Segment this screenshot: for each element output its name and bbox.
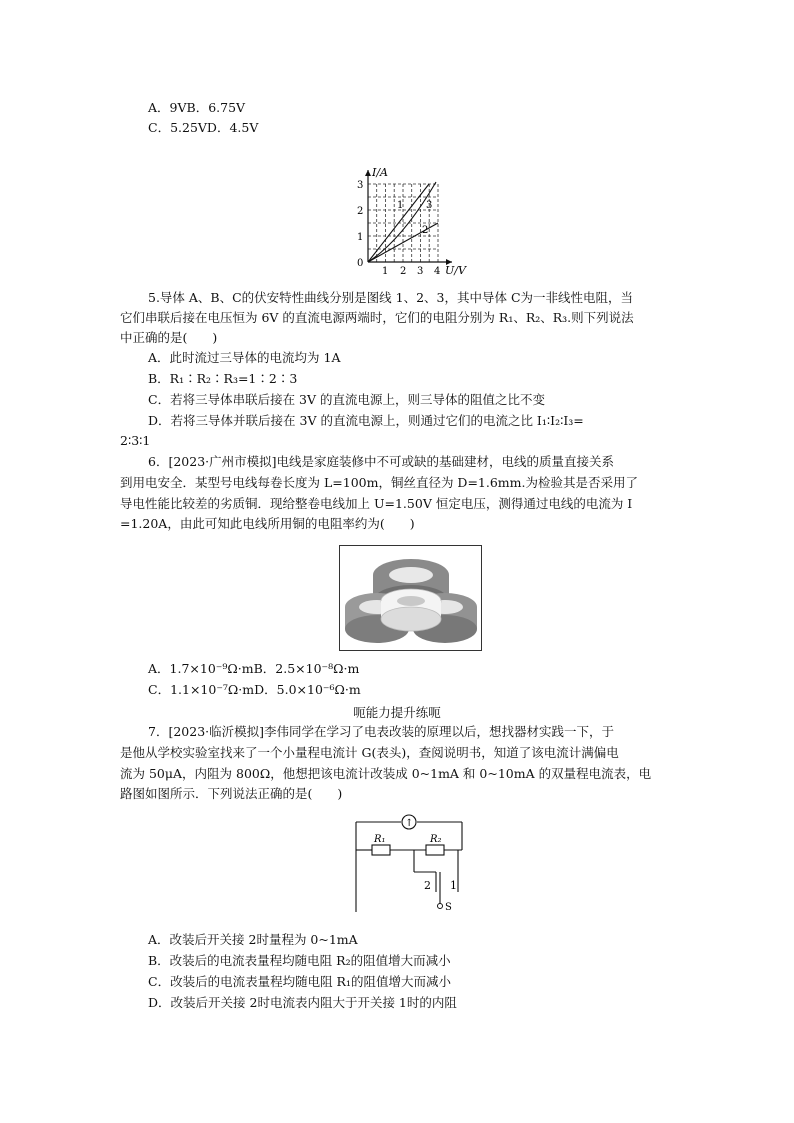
y-tick-2: 2 xyxy=(357,206,364,217)
switch-position-2: 2 xyxy=(424,879,431,892)
circuit-diagram xyxy=(350,812,470,918)
q7-option-b: B．改装后的电流表量程均随电阻 R₂的阻值增大而减小 xyxy=(148,953,451,968)
y-axis-label: I/A xyxy=(372,166,388,179)
q6-stem-line2: 到用电安全．某型号电线每卷长度为 L=100m，铜丝直径为 D=1.6mm.为检验其是否采用了 xyxy=(120,475,638,490)
x-axis-label: U/V xyxy=(445,264,466,277)
x-tick-3: 3 xyxy=(417,266,424,277)
q6-stem-line4: =1.20A，由此可知此电线所用铜的电阻率约为( ) xyxy=(120,516,415,531)
switch-position-1: 1 xyxy=(450,879,457,892)
r2-label: R₂ xyxy=(430,834,442,845)
q6-option-cd: C．1.1×10⁻⁷Ω·mD．5.0×10⁻⁶Ω·m xyxy=(148,682,361,697)
switch-label: S xyxy=(445,902,452,913)
q7-option-a: A．改装后开关接 2时量程为 0~1mA xyxy=(148,932,358,947)
origin-label: 0 xyxy=(357,258,364,269)
q5-option-d-line2: 2∶3∶1 xyxy=(120,433,151,448)
q6-option-ab: A．1.7×10⁻⁹Ω·mB．2.5×10⁻⁸Ω·m xyxy=(148,661,360,676)
resistor-r2 xyxy=(426,845,444,855)
q4-option-ab: A．9VB．6.75V xyxy=(148,100,246,115)
r1-label: R₁ xyxy=(374,834,386,845)
curve-label-3: 3 xyxy=(426,200,433,211)
q6-stem-line1: 6．[2023·广州市模拟]电线是家庭装修中不可或缺的基础建材，电线的质量直接关系 xyxy=(148,454,614,469)
q7-option-d: D．改装后开关接 2时电流表内阻大于开关接 1时的内阻 xyxy=(148,995,457,1010)
q5-option-a: A．此时流过三导体的电流均为 1A xyxy=(148,350,341,365)
resistor-r1 xyxy=(372,845,390,855)
q7-stem-line4: 路图如图所示．下列说法正确的是( ) xyxy=(120,786,343,801)
iu-graph xyxy=(342,160,472,278)
x-tick-1: 1 xyxy=(382,266,389,277)
q5-option-b: B．R₁∶R₂∶R₃=1∶2∶3 xyxy=(148,371,298,386)
section-title: 呃能力提升练呃 xyxy=(353,705,441,720)
y-tick-3: 3 xyxy=(357,180,364,191)
q5-stem-line1: 5.导体 A、B、C的伏安特性曲线分别是图线 1、2、3，其中导体 C为一非线性电阻，当 xyxy=(148,290,634,305)
q5-stem-line2: 它们串联后接在电压恒为 6V 的直流电源两端时，它们的电阻分别为 R₁、R₂、R₃.则下列说法 xyxy=(120,310,634,325)
q5-stem-line3: 中正确的是( ) xyxy=(120,330,218,345)
curve-label-1: 1 xyxy=(397,200,404,211)
x-tick-2: 2 xyxy=(400,266,407,277)
curve-3 xyxy=(368,182,436,262)
q5-option-c: C．若将三导体串联后接在 3V 的直流电源上，则三导体的阻值之比不变 xyxy=(148,392,545,407)
q5-option-d-line1: D．若将三导体并联后接在 3V 的直流电源上，则通过它们的电流之比 I₁∶I₂∶I₃= xyxy=(148,413,584,428)
q6-stem-line3: 导电性能比较差的劣质铜．现给整卷电线加上 U=1.50V 恒定电压，测得通过电线的电流为 I xyxy=(120,496,633,511)
q7-stem-line1: 7．[2023·临沂模拟]李伟同学在学习了电表改装的原理以后，想找器材实践一下，于 xyxy=(148,724,614,739)
x-tick-4: 4 xyxy=(434,266,441,277)
q7-stem-line2: 是他从学校实验室找来了一个小量程电流计 G(表头)，查阅说明书，知道了该电流计满偏电 xyxy=(120,745,619,760)
wire-coils-photo xyxy=(339,545,482,651)
switch-pivot xyxy=(438,904,443,909)
y-axis-arrow xyxy=(365,170,371,176)
q4-option-cd: C．5.25VD．4.5V xyxy=(148,120,259,135)
q7-option-c: C．改装后的电流表量程均随电阻 R₁的阻值增大而减小 xyxy=(148,974,451,989)
curve-label-2: 2 xyxy=(422,225,429,236)
galvanometer-symbol: ↑ xyxy=(405,818,414,829)
q7-stem-line3: 流为 50μA，内阻为 800Ω，他想把该电流计改装成 0~1mA 和 0~10mA 的双量程电流表，电 xyxy=(120,766,652,781)
y-tick-1: 1 xyxy=(357,232,364,243)
